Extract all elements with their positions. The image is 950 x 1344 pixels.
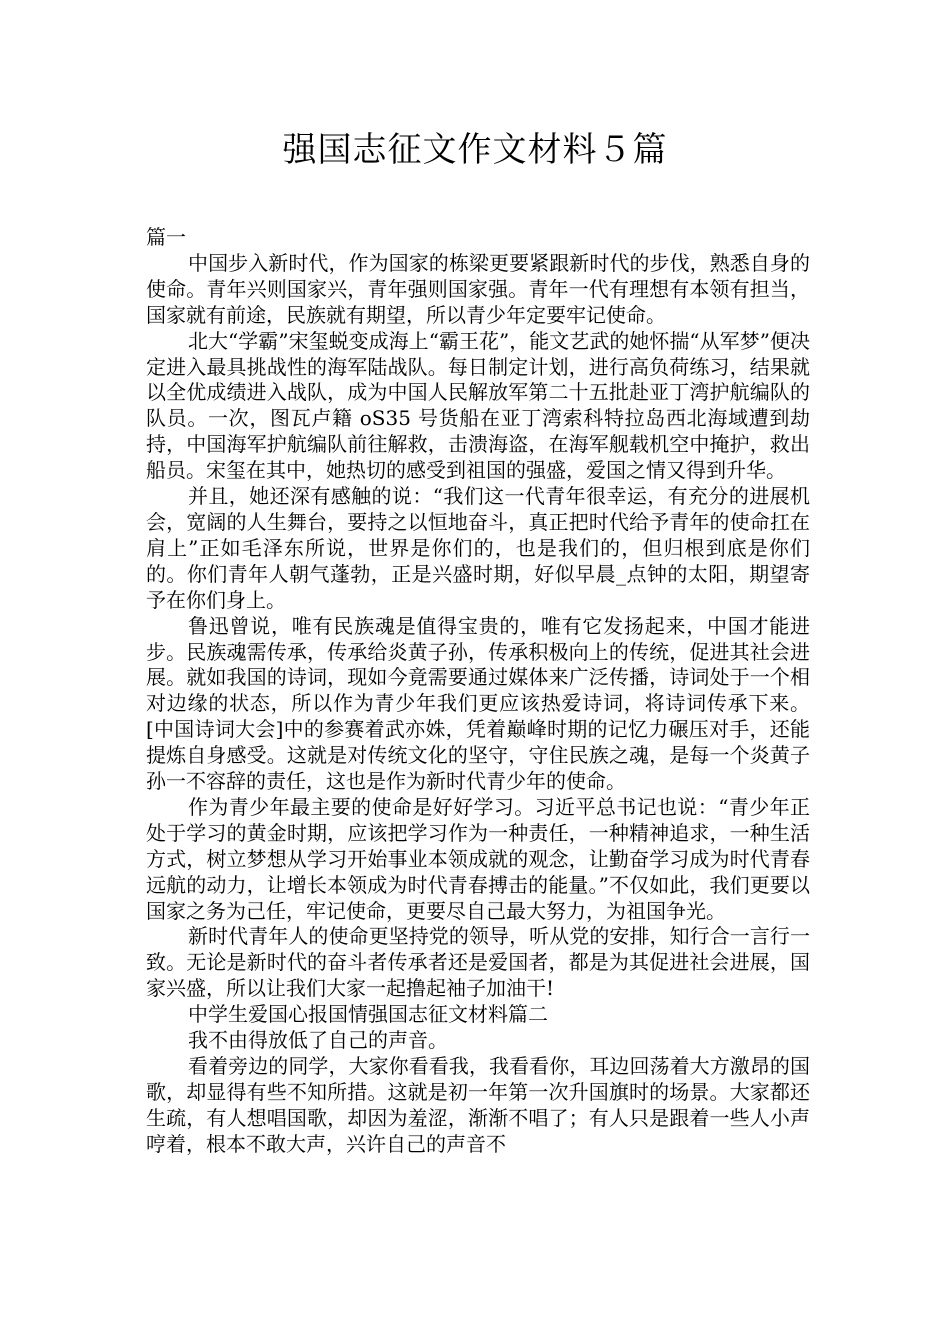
body-paragraph: 我不由得放低了自己的声音。: [188, 1028, 448, 1053]
body-paragraph: 北大“学霸”宋玺蜕变成海上“霸王花”，能文艺武的她怀揣“从军梦”便决定进入最具挑战性的海军陆战队。每日制定计划，进行高负荷练习，结果就以全优成绩进入战队，成为中国人民解放军第二十五批赴亚丁湾护航编队的队员。一次，图瓦卢籍 oS35 号货船在亚丁湾索科特拉岛西北海域遭到劫持，中国海军护航编队前往解救，击溃海盗，在海军舰载机空中掩护，救出船员。宋玺在其中，她热切的感受到祖国的强盛，爱国之情又得到升华。: [146, 328, 810, 483]
document-title: 强国志征文作文材料５篇: [282, 130, 668, 170]
body-paragraph: 新时代青年人的使命更坚持党的领导，听从党的安排，知行合一言行一致。无论是新时代的奋斗者传承者还是爱国者，都是为其促进社会进展，国家兴盛，所以让我们大家一起撸起袖子加油干!: [146, 924, 810, 1001]
body-paragraph: 中学生爱国心报国情强国志征文材料篇二: [188, 1002, 548, 1027]
body-paragraph: 中国步入新时代，作为国家的栋梁更要紧跟新时代的步伐，熟悉自身的使命。青年兴则国家兴，青年强则国家强。青年一代有理想有本领有担当，国家就有前途，民族就有期望，所以青少年定要牢记使命。: [146, 250, 810, 327]
body-paragraph: 作为青少年最主要的使命是好好学习。习近平总书记也说：“青少年正处于学习的黄金时期，应该把学习作为一种责任，一种精神追求，一种生活方式，树立梦想从学习开始事业本领成就的观念，让勤奋学习成为时代青春远航的动力，让增长本领成为时代青春搏击的能量。”不仅如此，我们更要以国家之务为己任，牢记使命，更要尽自己最大努力，为祖国争光。: [146, 794, 810, 923]
body-paragraph: 看着旁边的同学，大家你看看我，我看看你，耳边回荡着大方激昂的国歌，却显得有些不知所措。这就是初一年第一次升国旗时的场景。大家都还生疏，有人想唱国歌，却因为羞涩，渐渐不唱了；有人只是跟着一些人小声哼着，根本不敢大声，兴许自己的声音不: [146, 1054, 810, 1156]
document-body: [146, 225, 810, 1158]
body-paragraph: 鲁迅曾说，唯有民族魂是值得宝贵的，唯有它发扬起来，中国才能进步。民族魂需传承，传承给炎黄子孙，传承积极向上的传统，促进其社会进展。就如我国的诗词，现如今竟需要通过媒体来广泛传播，诗词处于一个相对边缘的状态，所以作为青少年我们更应该热爱诗词，将诗词传承下来。[中国诗词大会]中的参赛着武亦姝，凭着巅峰时期的记忆力碾压对手，还能提炼自身感受。这就是对传统文化的坚守，守住民族之魂，是每一个炎黄子孙一不容辞的责任，这也是作为新时代青少年的使命。: [146, 613, 810, 794]
body-paragraph: 并且，她还深有感触的说：“我们这一代青年很幸运，有充分的进展机会，宽阔的人生舞台，要持之以恒地奋斗，真正把时代给予青年的使命扛在肩上”正如毛泽东所说，世界是你们的，也是我们的，但归根到底是你们的。你们青年人朝气蓬勃，正是兴盛时期，好似早晨_点钟的太阳，期望寄予在你们身上。: [146, 484, 810, 612]
section-heading: 篇一: [146, 225, 186, 249]
